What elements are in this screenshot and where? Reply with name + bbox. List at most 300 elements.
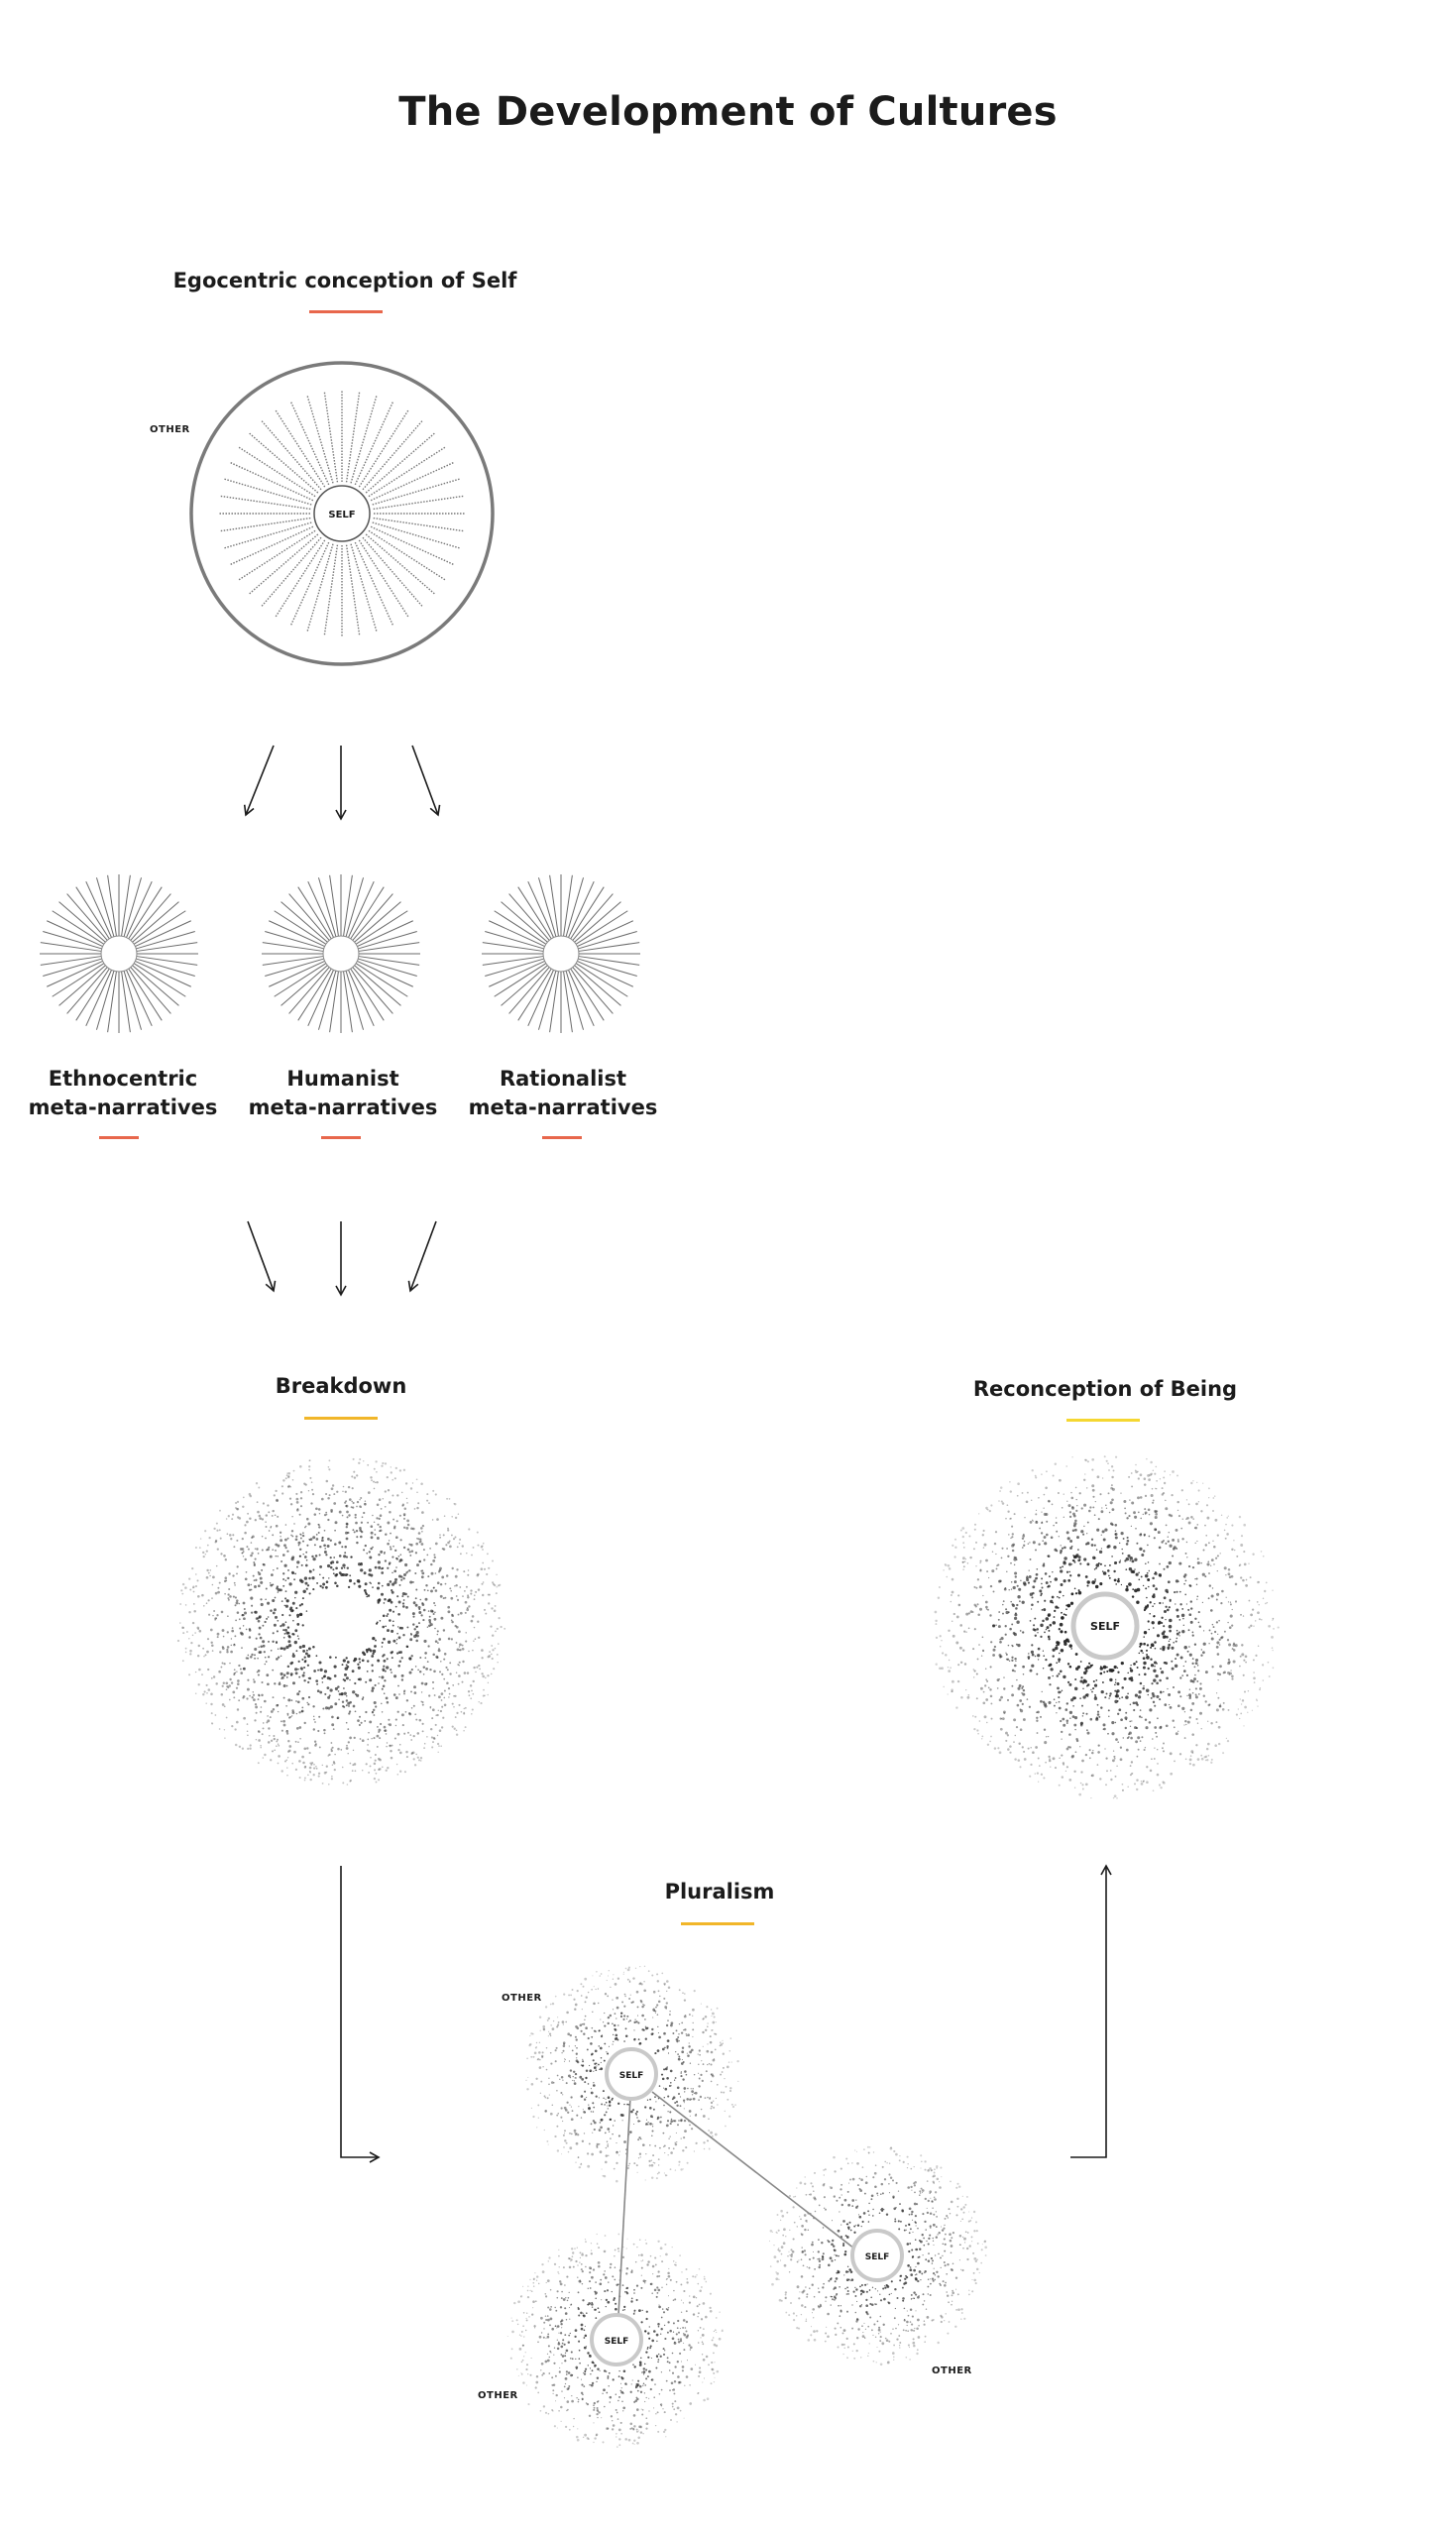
pluralism-particle [583, 2109, 584, 2110]
pluralism-particle [789, 2271, 790, 2272]
breakdown-particle [298, 1711, 300, 1713]
breakdown-particle [255, 1579, 257, 1581]
breakdown-particle [217, 1548, 219, 1550]
pluralism-particle [678, 2161, 680, 2163]
breakdown-particle [286, 1600, 288, 1602]
breakdown-particle [481, 1583, 483, 1585]
breakdown-particle [416, 1626, 418, 1628]
breakdown-particle [399, 1661, 402, 1664]
pluralism-particle [642, 2143, 645, 2146]
reconception-particle [1133, 1709, 1135, 1711]
breakdown-particle [315, 1555, 318, 1557]
reconception-particle [1059, 1479, 1062, 1482]
reconception-particle [985, 1698, 988, 1701]
pluralism-particle [899, 2342, 901, 2344]
breakdown-particle [287, 1626, 289, 1628]
breakdown-particle [423, 1609, 426, 1612]
pluralism-particle [934, 2197, 936, 2199]
breakdown-particle [284, 1605, 286, 1607]
pluralism-particle [784, 2264, 787, 2267]
reconception-particle [1205, 1671, 1208, 1673]
breakdown-particle [343, 1678, 345, 1680]
breakdown-particle [444, 1689, 446, 1691]
reconception-particle [1199, 1682, 1201, 1684]
reconception-particle [1155, 1516, 1158, 1519]
reconception-particle [1009, 1589, 1010, 1590]
breakdown-particle [354, 1682, 356, 1684]
reconception-particle [999, 1580, 1002, 1583]
reconception-particle [1228, 1516, 1229, 1517]
breakdown-particle [234, 1582, 236, 1584]
breakdown-particle [331, 1487, 334, 1490]
breakdown-particle [376, 1471, 378, 1473]
breakdown-particle [373, 1650, 376, 1653]
breakdown-particle [292, 1610, 294, 1612]
reconception-particle [992, 1654, 995, 1657]
pluralism-particle [717, 2008, 719, 2010]
egocentric-ray [373, 522, 461, 548]
breakdown-particle [197, 1595, 200, 1598]
breakdown-heading: Breakdown [275, 1374, 407, 1398]
breakdown-particle [377, 1481, 379, 1483]
reconception-particle [1127, 1692, 1129, 1694]
breakdown-particle [435, 1724, 437, 1726]
breakdown-particle [220, 1538, 222, 1540]
pluralism-particle [874, 2172, 877, 2175]
reconception-particle [1071, 1563, 1072, 1564]
breakdown-particle [214, 1541, 216, 1543]
breakdown-particle [236, 1671, 237, 1672]
pluralism-particle [913, 2291, 915, 2293]
breakdown-particle [284, 1633, 286, 1635]
reconception-particle [952, 1680, 954, 1683]
reconception-particle [1095, 1679, 1097, 1681]
breakdown-particle [470, 1697, 472, 1699]
breakdown-particle [249, 1636, 252, 1639]
breakdown-particle [270, 1716, 272, 1718]
reconception-particle [1206, 1504, 1208, 1506]
reconception-particle [1005, 1653, 1006, 1654]
pluralism-particle [959, 2235, 962, 2238]
breakdown-particle [448, 1687, 450, 1689]
breakdown-particle [256, 1739, 257, 1740]
breakdown-particle [370, 1573, 373, 1576]
reconception-particle [1058, 1690, 1061, 1693]
reconception-particle [1024, 1758, 1027, 1761]
breakdown-particle [382, 1688, 384, 1690]
breakdown-particle [190, 1642, 192, 1644]
breakdown-particle [260, 1598, 262, 1600]
breakdown-particle [397, 1733, 400, 1736]
breakdown-particle [426, 1500, 428, 1502]
breakdown-particle [477, 1545, 479, 1547]
pluralism-particle [721, 2091, 723, 2093]
pluralism-particle [781, 2215, 784, 2218]
pluralism-particle [617, 2103, 619, 2105]
breakdown-particle [422, 1603, 425, 1606]
reconception-particle [1091, 1458, 1094, 1461]
pluralism-particle [917, 2228, 918, 2229]
reconception-particle [1203, 1550, 1205, 1552]
breakdown-particle [412, 1482, 413, 1483]
breakdown-particle [392, 1519, 394, 1521]
breakdown-particle [497, 1628, 499, 1630]
reconception-particle [1170, 1706, 1173, 1709]
breakdown-particle [448, 1638, 451, 1641]
reconception-particle [1097, 1713, 1100, 1716]
pluralism-particle [715, 2033, 717, 2035]
pluralism-particle [694, 2074, 695, 2075]
breakdown-particle [381, 1675, 384, 1678]
reconception-particle [1033, 1579, 1036, 1582]
breakdown-particle [385, 1462, 387, 1464]
reconception-particle [1044, 1741, 1047, 1744]
reconception-particle [1109, 1564, 1111, 1566]
breakdown-particle [215, 1592, 218, 1595]
pluralism-particle [663, 2088, 664, 2089]
breakdown-particle [437, 1735, 438, 1736]
breakdown-particle [284, 1597, 286, 1599]
breakdown-particle [413, 1635, 416, 1638]
reconception-particle [955, 1642, 958, 1645]
breakdown-particle [395, 1557, 397, 1559]
breakdown-particle [339, 1693, 342, 1696]
egocentric-ray [324, 391, 337, 482]
breakdown-particle [239, 1603, 241, 1605]
reconception-particle [1253, 1676, 1256, 1679]
reconception-particle [1198, 1693, 1200, 1695]
reconception-particle [1090, 1718, 1093, 1721]
pluralism-particle [673, 2120, 675, 2122]
reconception-diagram [935, 1455, 1280, 1798]
reconception-particle [1139, 1646, 1141, 1648]
breakdown-particle [403, 1733, 405, 1735]
pluralism-particle [625, 1968, 627, 1970]
pluralism-particle [681, 2021, 683, 2023]
reconception-particle [1261, 1551, 1263, 1553]
reconception-particle [935, 1620, 937, 1622]
reconception-particle [1146, 1458, 1148, 1460]
reconception-particle [1141, 1575, 1143, 1577]
reconception-particle [1257, 1611, 1260, 1614]
breakdown-particle [379, 1498, 382, 1501]
pluralism-particle [689, 2110, 692, 2113]
reconception-particle [962, 1649, 964, 1651]
pluralism-particle [928, 2238, 930, 2240]
breakdown-particle [355, 1710, 357, 1712]
breakdown-particle [350, 1763, 352, 1765]
breakdown-particle [398, 1636, 401, 1639]
pluralism-particle [823, 2227, 824, 2228]
egocentric-ray [347, 391, 360, 482]
breakdown-particle [206, 1692, 208, 1694]
breakdown-particle [262, 1681, 264, 1683]
breakdown-particle [455, 1575, 458, 1578]
breakdown-particle [465, 1601, 468, 1604]
breakdown-particle [248, 1583, 251, 1586]
reconception-particle [974, 1524, 976, 1526]
breakdown-particle [299, 1777, 301, 1779]
reconception-particle [1171, 1661, 1173, 1663]
pluralism-particle [644, 1966, 645, 1967]
reconception-particle [1127, 1786, 1129, 1788]
breakdown-particle [495, 1605, 497, 1607]
pluralism-particle [601, 1973, 603, 1975]
reconception-particle [1019, 1766, 1021, 1768]
pluralism-particle [855, 2199, 856, 2200]
reconception-particle [1106, 1692, 1108, 1694]
reconception-particle [1037, 1654, 1040, 1657]
breakdown-particle [494, 1584, 496, 1586]
reconception-particle [995, 1625, 996, 1626]
breakdown-particle [460, 1612, 463, 1615]
breakdown-particle [374, 1488, 376, 1490]
reconception-particle [1182, 1518, 1183, 1519]
pluralism-particle [839, 2315, 840, 2317]
reconception-particle [941, 1640, 942, 1641]
reconception-particle [1022, 1535, 1025, 1538]
breakdown-particle [363, 1696, 365, 1698]
pluralism-particle [542, 2051, 544, 2053]
breakdown-particle [395, 1725, 396, 1726]
breakdown-particle [291, 1516, 292, 1517]
breakdown-particle [375, 1640, 377, 1642]
breakdown-particle [222, 1647, 225, 1650]
breakdown-particle [292, 1602, 295, 1605]
reconception-particle [973, 1669, 974, 1670]
reconception-particle [1054, 1616, 1056, 1618]
pluralism-particle [865, 2299, 867, 2301]
breakdown-particle [263, 1722, 265, 1724]
pluralism-particle [827, 2313, 830, 2316]
reconception-particle [1210, 1565, 1211, 1566]
reconception-particle [1069, 1540, 1072, 1543]
pluralism-particle [538, 2051, 541, 2054]
pluralism-heading: Pluralism [664, 1880, 775, 1904]
breakdown-particle [359, 1662, 361, 1664]
breakdown-particle [278, 1591, 279, 1592]
reconception-particle [1028, 1748, 1030, 1750]
reconception-particle [1063, 1561, 1065, 1564]
reconception-particle [1201, 1728, 1202, 1729]
breakdown-particle [296, 1713, 297, 1714]
breakdown-particle [287, 1740, 289, 1742]
breakdown-particle [439, 1729, 442, 1732]
pluralism-particle [532, 2116, 534, 2118]
reconception-particle [1012, 1533, 1014, 1535]
breakdown-particle [352, 1670, 355, 1673]
reconception-particle [1152, 1488, 1154, 1490]
egocentric-heading: Egocentric conception of Self [172, 269, 517, 292]
reconception-particle [1146, 1650, 1148, 1652]
pluralism-particle [881, 2208, 884, 2211]
reconception-particle [1162, 1781, 1164, 1783]
reconception-particle [997, 1747, 999, 1749]
breakdown-particle [330, 1540, 332, 1542]
breakdown-particle [262, 1518, 264, 1520]
pluralism-particle [540, 2030, 541, 2031]
pluralism-particle [687, 2054, 690, 2057]
reconception-particle [1143, 1662, 1146, 1665]
reconception-particle [1014, 1617, 1017, 1620]
breakdown-particle [262, 1550, 264, 1552]
breakdown-particle [377, 1504, 380, 1507]
egocentric-ray [324, 545, 337, 636]
pluralism-particle [819, 2264, 821, 2266]
reconception-particle [1089, 1506, 1091, 1508]
breakdown-particle [249, 1628, 251, 1630]
egocentric-ray [307, 544, 333, 633]
pluralism-particle [659, 2147, 661, 2149]
reconception-particle [1074, 1520, 1077, 1523]
reconception-particle [1053, 1525, 1055, 1527]
reconception-particle [1102, 1570, 1103, 1571]
breakdown-particle [396, 1774, 398, 1776]
pluralism-particle [679, 1989, 681, 1991]
breakdown-particle [390, 1546, 392, 1548]
reconception-particle [1067, 1504, 1070, 1507]
sunburst-ray [359, 943, 419, 952]
breakdown-particle [300, 1497, 302, 1499]
pluralism-particle [908, 2315, 910, 2317]
breakdown-particle [319, 1513, 320, 1514]
breakdown-particle [262, 1733, 264, 1735]
reconception-particle [959, 1647, 962, 1650]
reconception-particle [1130, 1560, 1131, 1561]
breakdown-particle [215, 1682, 217, 1684]
reconception-particle [1190, 1516, 1193, 1519]
breakdown-particle [332, 1568, 334, 1570]
reconception-particle [943, 1569, 944, 1570]
breakdown-particle [274, 1624, 277, 1627]
pluralism-particle [589, 2065, 590, 2066]
breakdown-particle [450, 1590, 452, 1592]
reconception-particle [1216, 1599, 1218, 1601]
breakdown-particle [313, 1670, 316, 1673]
reconception-particle [1185, 1580, 1187, 1582]
reconception-particle [1214, 1631, 1216, 1633]
reconception-particle [1134, 1589, 1138, 1593]
reconception-particle [1248, 1562, 1249, 1563]
pluralism-particle [650, 2115, 653, 2118]
breakdown-particle [365, 1545, 367, 1547]
pluralism-particle [681, 2050, 684, 2053]
reconception-particle [1045, 1487, 1048, 1490]
pluralism-particle [663, 2105, 665, 2107]
breakdown-particle [421, 1575, 424, 1578]
reconception-particle [1119, 1561, 1121, 1563]
breakdown-particle [496, 1574, 497, 1575]
reconception-particle [1091, 1775, 1093, 1777]
reconception-particle [994, 1646, 996, 1648]
breakdown-particle [283, 1724, 286, 1727]
breakdown-particle [265, 1521, 267, 1523]
breakdown-particle [433, 1586, 435, 1588]
pluralism-particle [854, 2149, 855, 2150]
breakdown-particle [416, 1563, 419, 1566]
breakdown-particle [392, 1620, 394, 1622]
pluralism-particle [869, 2146, 871, 2148]
pluralism-particle [934, 2198, 937, 2201]
pluralism-particle [637, 2138, 639, 2140]
breakdown-particle [302, 1645, 305, 1648]
reconception-particle [1085, 1713, 1087, 1715]
breakdown-particle [491, 1607, 493, 1609]
breakdown-particle [368, 1491, 371, 1494]
reconception-particle [1005, 1634, 1007, 1636]
breakdown-particle [488, 1682, 489, 1683]
breakdown-particle [230, 1651, 233, 1654]
pluralism-particle [729, 2090, 731, 2092]
breakdown-particle [254, 1579, 256, 1581]
breakdown-particle [421, 1531, 423, 1533]
reconception-particle [1228, 1572, 1231, 1575]
pluralism-particle [530, 2032, 532, 2034]
ethnocentric-line1: Ethnocentric [48, 1067, 198, 1091]
reconception-particle [1155, 1513, 1158, 1516]
breakdown-particle [327, 1676, 330, 1679]
breakdown-particle [367, 1652, 368, 1653]
pluralism-particle [843, 2348, 844, 2349]
breakdown-particle [324, 1772, 327, 1775]
pluralism-particle [530, 2056, 532, 2058]
breakdown-particle [473, 1667, 475, 1669]
reconception-particle [1003, 1687, 1005, 1689]
breakdown-particle [311, 1576, 314, 1579]
breakdown-particle [462, 1595, 464, 1597]
pluralism-particle [910, 2228, 912, 2230]
reconception-particle [1181, 1614, 1184, 1617]
breakdown-particle [258, 1584, 261, 1587]
breakdown-particle [375, 1481, 377, 1483]
reconception-particle [1214, 1744, 1217, 1747]
pluralism-particle [715, 2049, 717, 2051]
reconception-particle [1067, 1663, 1069, 1665]
pluralism-particle [847, 2293, 849, 2295]
pluralism-particle [867, 2210, 869, 2212]
reconception-particle [1065, 1465, 1067, 1467]
pluralism-particle [714, 2016, 716, 2018]
breakdown-particle [261, 1706, 263, 1708]
breakdown-particle [200, 1538, 201, 1539]
breakdown-particle [493, 1668, 495, 1670]
reconception-particle [939, 1586, 941, 1588]
breakdown-particle [239, 1746, 241, 1748]
breakdown-particle [458, 1674, 461, 1677]
pluralism-particle [580, 1983, 582, 1985]
breakdown-particle [474, 1598, 476, 1600]
breakdown-particle [408, 1569, 410, 1571]
pluralism-particle [658, 2158, 660, 2160]
pluralism-particle [895, 2308, 896, 2309]
reconception-particle [957, 1604, 960, 1607]
breakdown-particle [351, 1475, 353, 1477]
breakdown-particle [258, 1633, 260, 1635]
pluralism-particle [609, 2104, 611, 2106]
reconception-particle [1042, 1691, 1043, 1692]
reconception-particle [1018, 1588, 1021, 1591]
breakdown-particle [454, 1728, 456, 1730]
reconception-particle [1197, 1670, 1199, 1672]
pluralism-particle [691, 2128, 693, 2130]
pluralism-particle [640, 1983, 642, 1985]
reconception-particle [1023, 1545, 1025, 1547]
pluralism-particle [569, 2146, 572, 2149]
reconception-particle [1011, 1545, 1014, 1548]
breakdown-particle [424, 1743, 426, 1745]
breakdown-particle [418, 1622, 420, 1624]
reconception-particle [1080, 1676, 1082, 1678]
